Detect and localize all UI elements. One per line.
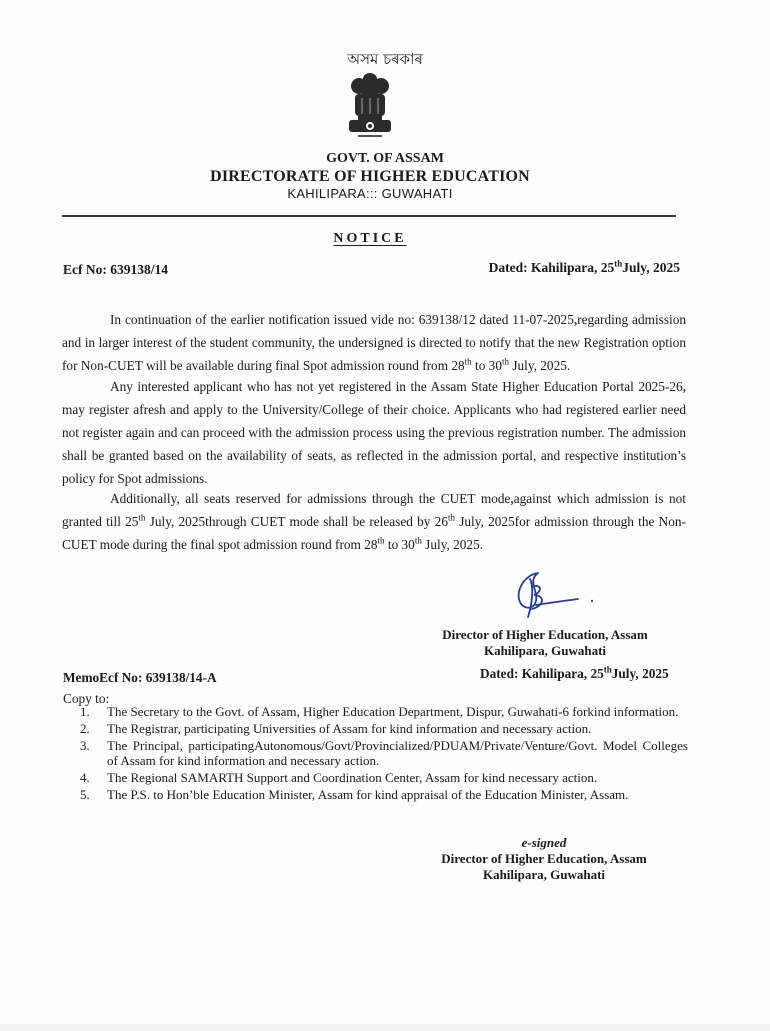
signatory-title: Director of Higher Education, Assam xyxy=(442,627,648,642)
memo-reference-number: MemoEcf No: 639138/14-A xyxy=(63,670,217,685)
memo-date: Dated: Kahilipara, 25thJuly, 2025 xyxy=(480,664,669,681)
copy-to-item: 5. The P.S. to Hon’ble Education Minister, Assam for kind appraisal of the Education Minister, Assam. xyxy=(80,787,629,802)
e-signed-label: e-signed xyxy=(521,835,567,850)
signatory-block-1 xyxy=(438,627,652,659)
directorate-heading: DIRECTORATE OF HIGHER EDUCATION xyxy=(210,168,530,185)
copy-to-item: 2. The Registrar, participating Universities of Assam for kind information and necessary action. xyxy=(80,721,592,736)
signatory-location: Kahilipara, Guwahati xyxy=(483,643,607,658)
state-emblem-icon xyxy=(344,70,396,142)
notice-title: NOTICE xyxy=(333,231,407,246)
paragraph-3: Additionally, all seats reserved for admissions through the CUET mode,against which admission is not granted till 25th July, 2025through CUET mode shall be released by 26th July, 2025for admission through the Non-CUET mode during the final spot admission round from 28th to 30th July, 2025. xyxy=(62,491,687,552)
viewer-bottom-margin xyxy=(0,1024,770,1031)
signatory-title: Director of Higher Education, Assam xyxy=(441,851,647,866)
signatory-location: Kahilipara, Guwahati xyxy=(482,867,606,882)
copy-to-item: 4. The Regional SAMARTH Support and Coordination Center, Assam for kind necessary action. xyxy=(80,770,598,785)
header-divider xyxy=(62,215,676,217)
govt-heading: GOVT. OF ASSAM xyxy=(326,151,444,166)
signatory-block-2 xyxy=(412,851,676,883)
paragraph-1: In continuation of the earlier notification issued vide no: 639138/12 dated 11-07-2025,regarding admission and in larger interest of the student community, the undersigned is directed to notify that the new Registration option for Non-CUET will be available during final Spot admission round from 28th to 30th July, 2025. xyxy=(62,312,686,373)
copy-to-item: 3. The Principal, participatingAutonomous/Govt/Provincialized/PDUAM/Private/Venture/Govt. Model Colleges of Assam for kind information and necessary action. xyxy=(80,738,688,768)
paragraph-2: Any interested applicant who has not yet registered in the Assam State Higher Education Portal 2025-26, may register afresh and apply to the University/College of their choice. Applicants who had registered earlier need not register again and can proceed with the admission process using the previous registration number. The admission shall be granted based on the availability of seats, as reflected in the admission portal, and respective institution’s policy for Spot admissions. xyxy=(62,379,686,486)
notice-date: Dated: Kahilipara, 25thJuly, 2025 xyxy=(488,258,680,275)
copy-to-label: Copy to: xyxy=(63,691,110,706)
assamese-state-name: অসম চৰকাৰ xyxy=(347,50,423,68)
office-address: KAHILIPARA::: GUWAHATI xyxy=(287,186,453,201)
handwritten-signature-icon xyxy=(508,565,598,625)
copy-to-list xyxy=(80,704,688,804)
copy-to-item: 1. The Secretary to the Govt. of Assam, Higher Education Department, Dispur, Guwahati-6 forkind information. xyxy=(80,704,679,719)
reference-number: Ecf No: 639138/14 xyxy=(63,262,168,277)
